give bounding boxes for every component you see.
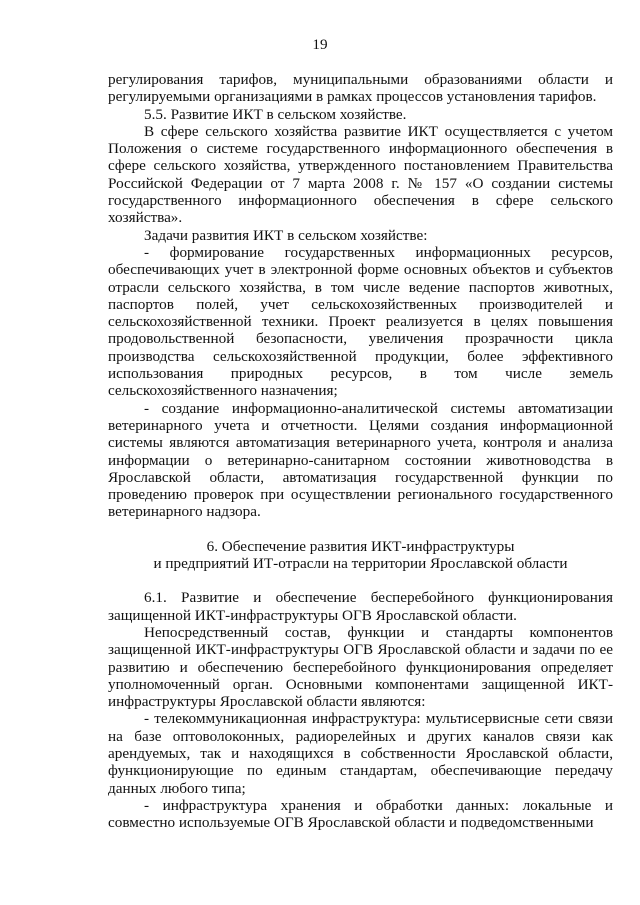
document-body: [108, 71, 613, 831]
paragraph-tariffs-continuation: регулирования тарифов, муниципальными образованиями области и регулируемыми организациями в рамках процессов установления тарифов.: [108, 71, 613, 106]
paragraph-6-1: 6.1. Развитие и обеспечение бесперебойного функционирования защищенной ИКТ-инфраструктуры ОГВ Ярославской области.: [108, 589, 613, 624]
paragraph-tasks-intro: Задачи развития ИКТ в сельском хозяйстве:: [144, 226, 428, 244]
section-heading-line-2: и предприятий ИТ-отрасли на территории Ярославской области: [153, 555, 568, 573]
paragraph-agriculture-ict: В сфере сельского хозяйства развитие ИКТ осуществляется с учетом Положения о системе государственного информационного обеспечения в сфере сельского хозяйства, утвержденного постановлением Правительства Российской Федерации от 7 марта 2008 г. № 157 «О создании системы государственного информационного обеспечения в сфере сельского хозяйства».: [108, 122, 613, 227]
list-item-telecom: - телекоммуникационная инфраструктура: мультисервисные сети связи на базе оптоволоконных, радиорелейных и других каналов связи как арендуемых, так и находящихся в собственности Ярославской области, функционирующие по единым стандартам, обеспечивающие передачу данных любого типа;: [108, 710, 613, 797]
subsection-heading-5-5: 5.5. Развитие ИКТ в сельском хозяйстве.: [144, 105, 407, 123]
spacer: [108, 572, 613, 589]
page-number: 19: [312, 36, 328, 53]
paragraph-components: Непосредственный состав, функции и стандарты компонентов защищенной ИКТ-инфраструктуры ОГВ Ярославской области и задачи по ее развитию и обеспечению бесперебойного функционирования определяет уполномоченный орган. Основными компонентами защищенной ИКТ-инфраструктуры Ярославской области являются:: [108, 623, 613, 711]
spacer: [108, 521, 613, 538]
list-item-data-storage: - инфраструктура хранения и обработки данных: локальные и совместно используемые ОГВ Ярославской области и подведомственными: [108, 796, 613, 832]
section-heading-line-1: 6. Обеспечение развития ИКТ-инфраструктуры: [206, 537, 515, 555]
list-item-state-resources: - формирование государственных информационных ресурсов, обеспечивающих учет в электронной форме основных объектов и субъектов отрасли сельского хозяйства, в том числе ведение паспортов животных, паспортов полей, учет сельскохозяйственных производителей и сельскохозяйственной техники. Проект реализуется в целях повышения продовольственной безопасности, увеличения прозрачности цикла производства сельскохозяйственной продукции, более эффективного использования природных ресурсов, в том числе земель сельскохозяйственного назначения;: [108, 243, 613, 400]
list-item-veterinary-system: - создание информационно-аналитической системы автоматизации ветеринарного учета и отчетности. Целями создания информационной системы являются автоматизация ветеринарного учета, контроля и анализа информации о ветеринарно-санитарном состоянии животноводства в Ярославской области, автоматизация государственной функции по проведению проверок при осуществлении регионального государственного ветеринарного надзора.: [108, 399, 613, 521]
